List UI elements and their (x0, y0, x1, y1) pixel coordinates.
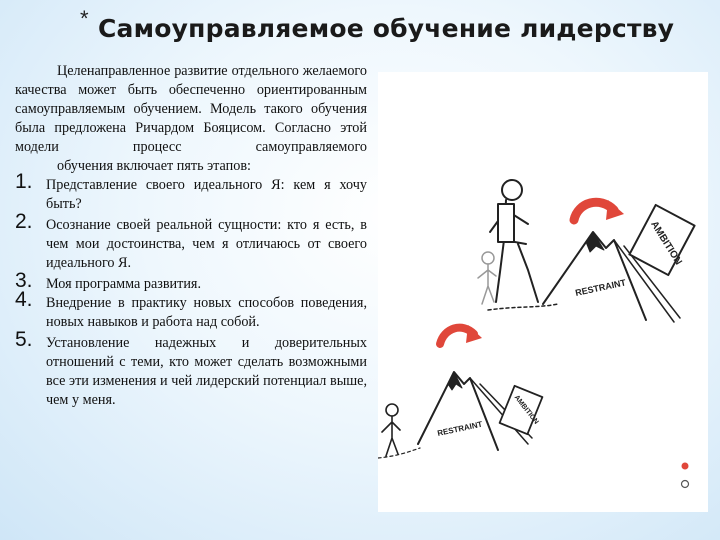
mountain-snowcap (448, 372, 462, 390)
walking-man-icon (490, 180, 538, 302)
step-text: Моя программа развития. (46, 276, 202, 292)
step-number: 5. (15, 328, 33, 351)
intro-text: Целенаправленное развитие отдельного желаемого качества может быть обеспеченно ориентированным самоуправляемым обучением. Модель такого обучения была предложена Ричардом Бояцисом. Согласно этой модели процесс самоуправляемого (15, 63, 367, 155)
illustration (378, 72, 708, 512)
text-block (15, 62, 367, 410)
red-dot-icon (682, 463, 689, 470)
list-item (15, 170, 367, 214)
steps-list (15, 170, 367, 410)
intro-paragraph (15, 62, 367, 176)
slide-title: Самоуправляемое обучение лидерству (98, 14, 675, 43)
list-item (15, 288, 367, 332)
arrow-head-icon (466, 325, 482, 343)
step-text: Осознание своей реальной сущности: кто я есть, в чем мои достоинства, чем я отличаюсь от своего идеального Я. (46, 217, 367, 271)
child-figure-icon (478, 252, 496, 304)
step-number: 3. (15, 269, 33, 292)
small-person-icon (382, 404, 400, 456)
step-number: 4. (15, 288, 33, 311)
illustration-panel (378, 72, 708, 512)
intro-last-line: обучения включает пять этапов: (57, 158, 251, 174)
list-item (15, 269, 367, 294)
mountain-label: RESTRAINT (436, 419, 484, 438)
list-item (15, 210, 367, 273)
sign-label: AMBITION (648, 219, 684, 268)
ground-line (488, 304, 558, 310)
step-number: 1. (15, 170, 33, 193)
step-text: Установление надежных и доверительных отношений с теми, кто может сделать возможными все эти изменения и чей лидерский потенциал выше, чем у меня. (46, 335, 367, 408)
mountain-label: RESTRAINT (574, 277, 627, 298)
step-text: Внедрение в практику новых способов поведения, новых навыков и работа над собой. (46, 295, 367, 330)
sign-label: AMBITION (512, 394, 540, 426)
ground-line (378, 448, 420, 458)
title-marker: * (80, 6, 89, 31)
list-item (15, 328, 367, 410)
sign-board (500, 386, 543, 434)
arrow-head-icon (606, 200, 624, 220)
bottom-scene (378, 325, 542, 458)
step-number: 2. (15, 210, 33, 233)
ring-icon (682, 481, 689, 488)
top-scene (478, 180, 695, 322)
step-text: Представление своего идеального Я: кем я хочу быть? (46, 177, 367, 212)
